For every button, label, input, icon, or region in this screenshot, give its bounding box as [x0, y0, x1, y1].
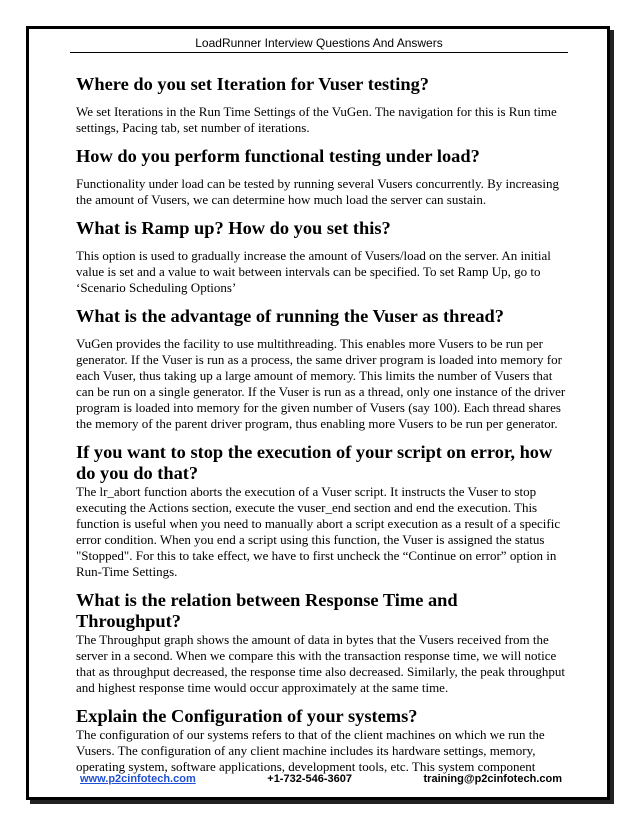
qa-section-iteration	[76, 74, 566, 136]
answer-paragraph: The Throughput graph shows the amount of data in bytes that the Vusers received from the server in a second. When we compare this with the transaction response time, we will notice that as throughput decreased, the response time also decreased. Similarly, the peak throughput and highest response time would occur approximately at the same time.	[76, 632, 566, 695]
question-heading: What is the advantage of running the Vuser as thread?	[76, 306, 504, 326]
answer-paragraph: This option is used to gradually increase the amount of Vusers/load on the server. An initial value is set and a value to wait between intervals can be specified. To set Ramp Up, go to ‘Scenario Scheduling Options’	[76, 248, 551, 295]
qa-section-ramp-up	[76, 218, 566, 296]
page-header	[70, 36, 568, 53]
answer-paragraph: VuGen provides the facility to use multithreading. This enables more Vusers to be run per generator. If the Vuser is run as a process, the same driver program is loaded into memory for each Vuser, thus taking up a large amount of memory. This limits the number of Vusers that can be run on a single generator. If the Vuser is run as a thread, only one instance of the driver program is loaded into memory for the given number of Vusers (say 100). Each thread shares the memory of the parent driver program, thus enabling more Vusers to be run per generator.	[76, 336, 566, 431]
question-heading: If you want to stop the execution of your script on error, how do you do that?	[76, 442, 553, 483]
qa-section-system-configuration	[76, 706, 566, 775]
question-heading: Explain the Configuration of your systems?	[76, 706, 418, 726]
website-link[interactable]: www.p2cinfotech.com	[80, 773, 196, 785]
header-title: LoadRunner Interview Questions And Answers	[195, 36, 443, 50]
question-heading: What is Ramp up? How do you set this?	[76, 218, 391, 238]
phone-number: +1-732-546-3607	[267, 773, 352, 785]
question-heading: Where do you set Iteration for Vuser testing?	[76, 74, 429, 94]
question-heading: What is the relation between Response Time and Throughput?	[76, 590, 458, 631]
answer-paragraph: Functionality under load can be tested by running several Vusers concurrently. By increasing the amount of Vusers, we can determine how much load the server can sustain.	[76, 176, 559, 207]
answer-paragraph: We set Iterations in the Run Time Settings of the VuGen. The navigation for this is Run time settings, Pacing tab, set number of iterations.	[76, 104, 557, 135]
answer-paragraph: The configuration of our systems refers to that of the client machines on which we run the Vusers. The configuration of any client machine includes its hardware settings, memory, operating system, software applications, development tools, etc. This system component	[76, 727, 545, 774]
question-heading: How do you perform functional testing under load?	[76, 146, 480, 166]
qa-section-stop-on-error	[76, 442, 566, 580]
qa-section-response-throughput	[76, 590, 566, 696]
email-address: training@p2cinfotech.com	[423, 773, 562, 785]
answer-paragraph: The lr_abort function aborts the execution of a Vuser script. It instructs the Vuser to stop executing the Actions section, execute the vuser_end section and end the execution. This function is useful when you need to manually abort a script execution as a result of a specific error condition. When you end a script using this function, the Vuser is assigned the status "Stopped". For this to take effect, we have to first uncheck the “Continue on error” option in Run-Time Settings.	[76, 484, 561, 579]
page-footer	[80, 773, 562, 785]
qa-section-vuser-thread	[76, 306, 566, 432]
document-body	[76, 74, 566, 785]
qa-section-functional-testing	[76, 146, 566, 208]
